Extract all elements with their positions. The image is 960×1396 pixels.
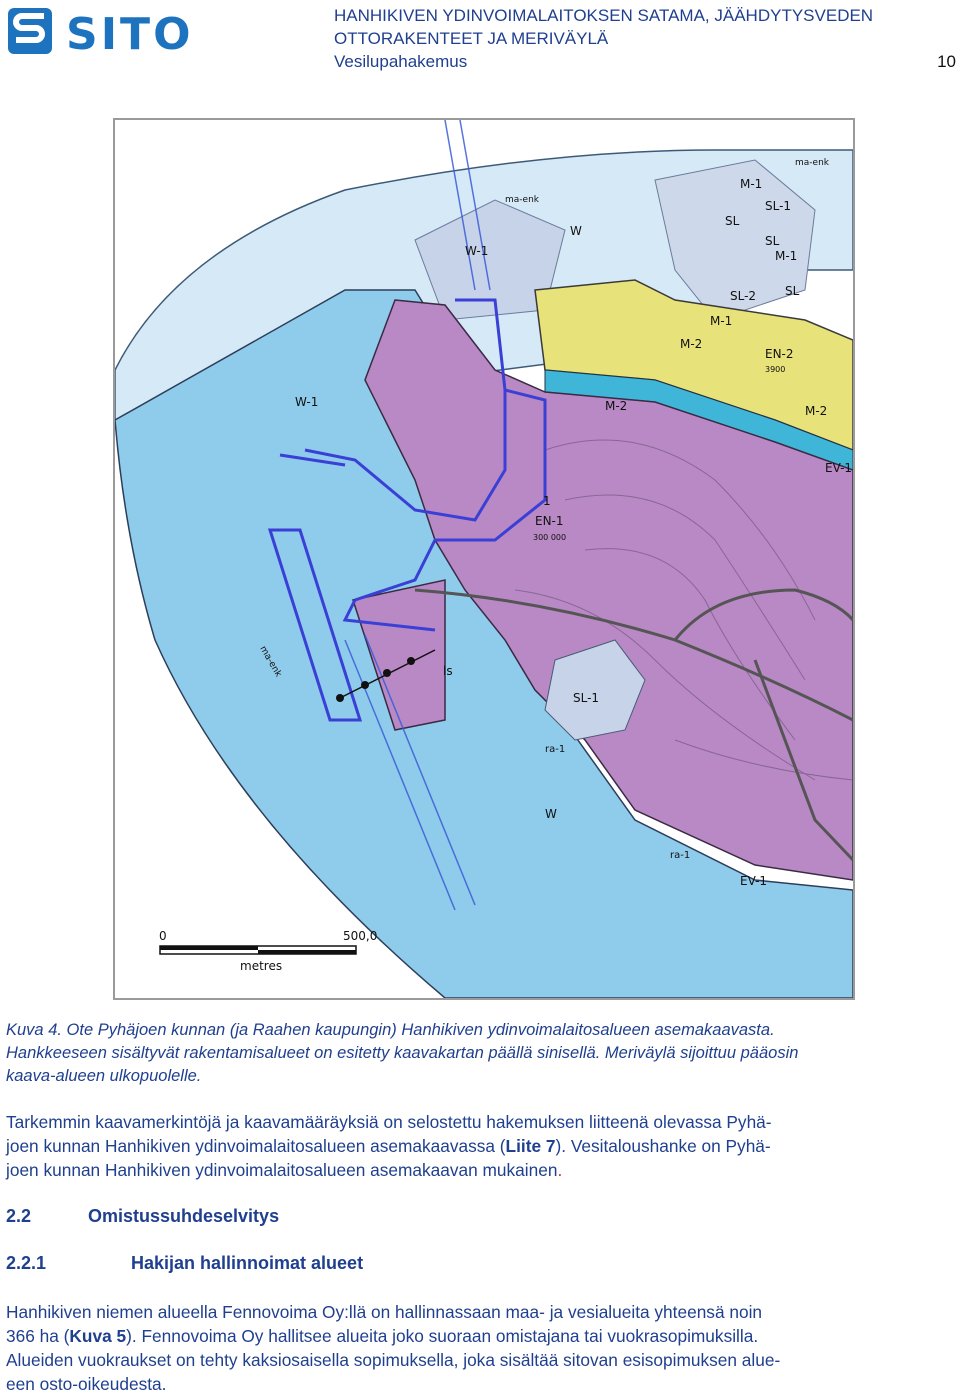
logo-wordmark: SITO — [66, 9, 194, 60]
zoning-map — [115, 120, 853, 998]
zone-label: ls — [443, 664, 453, 678]
text-span: 366 ha ( — [6, 1326, 70, 1346]
page-number: 10 — [937, 52, 956, 71]
zone-label: SL — [725, 214, 740, 228]
zone-label: SL-2 — [730, 289, 757, 303]
zone-label: EN-1 — [535, 514, 564, 528]
zone-label: W — [545, 807, 557, 821]
paragraph-line: een osto-oikeudesta. — [6, 1374, 167, 1394]
subsection-number: 2.2.1 — [6, 1253, 47, 1273]
section-title: Omistussuhdeselvitys — [88, 1206, 280, 1226]
zone-label: W — [570, 224, 582, 238]
zone-label: EV-1 — [825, 461, 853, 475]
zone-label: ma-enk — [505, 195, 539, 205]
caption-line: Kuva 4. Ote Pyhäjoen kunnan (ja Raahen kaupungin) Hanhikiven ydinvoimalaitosalueen asemakaavasta. — [6, 1021, 775, 1039]
zone-label: M-1 — [775, 249, 798, 263]
zone-label: SL-1 — [765, 199, 792, 213]
scale-start-label: 0 — [159, 929, 167, 943]
subsection-title: Hakijan hallinnoimat alueet — [131, 1253, 364, 1273]
zone-label: 3900 — [765, 365, 786, 374]
zone-label: M-1 — [710, 314, 733, 328]
paragraph-line — [6, 1134, 956, 1158]
sito-logo — [6, 2, 236, 60]
scale-end-label: 500,0 — [343, 929, 378, 943]
zone-label: SL-1 — [573, 691, 600, 705]
zone-label: M-2 — [680, 337, 703, 351]
zone-label: M-2 — [605, 399, 628, 413]
figure-caption — [6, 1019, 954, 1088]
zone-label: SL — [765, 234, 780, 248]
zone-label: W-1 — [295, 395, 319, 409]
zone-label: W-1 — [465, 244, 489, 258]
zone-label: SL — [785, 284, 800, 298]
document-header — [334, 4, 956, 73]
subsection-heading — [6, 1253, 363, 1274]
text-span: ). Vesitaloushanke on Pyhä- — [555, 1136, 771, 1156]
section-number: 2.2 — [6, 1206, 32, 1226]
text-span: . — [557, 1160, 563, 1180]
header-title-line2: OTTORAKENTEET JA MERIVÄYLÄ — [334, 29, 609, 48]
paragraph-plan-reference — [6, 1110, 956, 1182]
zone-label: EV-1 — [740, 874, 768, 888]
zone-label: 300 000 — [533, 533, 567, 542]
zone-label: M-1 — [740, 177, 763, 191]
zoning-map-figure — [113, 118, 855, 1000]
zone-label: ra-1 — [545, 744, 566, 755]
figure-reference: Kuva 5 — [69, 1326, 127, 1346]
paragraph-line: Hanhikiven niemen alueella Fennovoima Oy:llä on hallinnassaan maa- ja vesialueita yhteensä noin — [6, 1302, 763, 1322]
paragraph-line — [6, 1158, 956, 1182]
paragraph-line — [6, 1324, 956, 1348]
appendix-reference: Liite 7 — [505, 1136, 556, 1156]
text-span: joen kunnan Hanhikiven ydinvoimalaitosalueen asemakaavan mukainen — [6, 1160, 558, 1180]
caption-line: Hankkeeseen sisältyvät rakentamisalueet on esitetty kaavakartan päällä sinisellä. Meriväylä sijoittuu pääosin — [6, 1044, 799, 1062]
section-heading — [6, 1206, 279, 1227]
paragraph-line: Tarkemmin kaavamerkintöjä ja kaavamääräyksiä on selostettu hakemuksen liitteenä olevassa Pyhä- — [6, 1112, 772, 1132]
zone-label: ma-enk — [257, 644, 284, 679]
header-subtitle: Vesilupahakemus — [334, 52, 468, 71]
text-span: ). Fennovoima Oy hallitsee alueita joko suoraan omistajana tai vuokrasopimuksilla. — [126, 1326, 759, 1346]
text-span: joen kunnan Hanhikiven ydinvoimalaitosalueen asemakaavassa ( — [6, 1136, 506, 1156]
caption-line: kaava-alueen ulkopuolelle. — [6, 1067, 202, 1085]
zone-label: EN-2 — [765, 347, 794, 361]
zone-label: M-2 — [805, 404, 828, 418]
scale-unit-label: metres — [240, 959, 283, 973]
zone-label: 1 — [543, 494, 551, 508]
header-subtitle-row — [334, 50, 956, 73]
zone-label: ma-enk — [795, 158, 829, 168]
zone-label: ra-1 — [670, 850, 691, 861]
header-title-line1: HANHIKIVEN YDINVOIMALAITOKSEN SATAMA, JÄÄHDYTYSVEDEN — [334, 6, 874, 25]
paragraph-line: Alueiden vuokraukset on tehty kaksiosaisella sopimuksella, joka sisältää sitovan esisopimuksen alue- — [6, 1350, 781, 1370]
paragraph-land-ownership — [6, 1300, 956, 1396]
